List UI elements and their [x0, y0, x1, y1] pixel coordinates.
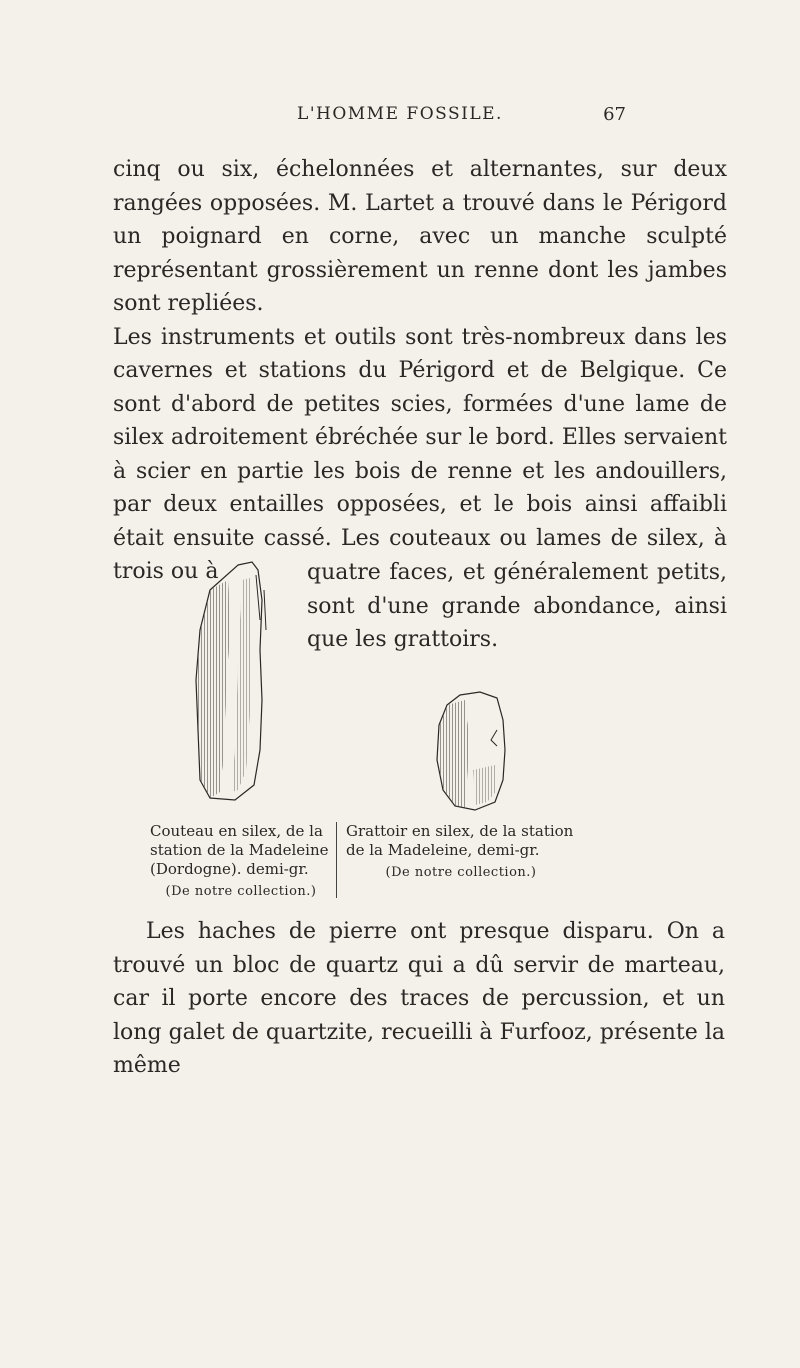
scraper-caption-text: Grattoir en silex, de la station de la Madeleine, demi-gr.: [346, 822, 574, 859]
page-header: [0, 100, 800, 130]
caption-divider: [336, 822, 337, 898]
scraper-caption: [346, 822, 576, 882]
body-text: [113, 153, 727, 589]
paragraph-3: Les haches de pierre ont presque disparu. On a trouvé un bloc de quartz qui a dû servir de marteau, car il porte encore des traces de percussion, et un long galet de quartzite, recueilli à Furfooz, présente la même: [113, 919, 725, 1078]
flint-knife-illustration: [180, 560, 290, 805]
knife-caption-text: Couteau en silex, de la station de la Madeleine (Dordogne). demi-gr.: [150, 822, 329, 878]
knife-caption: [150, 822, 332, 901]
body-text-lower: [113, 915, 725, 1083]
page-number: 67: [603, 104, 626, 125]
flint-scraper-illustration: [425, 690, 525, 815]
scraper-credit: (De notre collection.): [385, 865, 537, 880]
wrapped-text: [307, 556, 727, 657]
paragraph-2-continued: quatre faces, et généralement petits, sont d'une grande abondance, ainsi que les grattoirs.: [307, 560, 727, 652]
paragraph-1: cinq ou six, échelonnées et alternantes, sur deux rangées opposées. M. Lartet a trouvé dans le Périgord un poignard en corne, avec un manche sculpté représentant grossièrement un renne dont les jambes sont repliées.: [113, 157, 727, 316]
running-title: L'HOMME FOSSILE.: [297, 104, 503, 124]
paragraph-2: Les instruments et outils sont très-nombreux dans les cavernes et stations du Périgord et de Belgique. Ce sont d'abord de petites scies, formées d'une lame de silex adroitement ébréchée sur le bord. Elles servaient à scier en partie les bois de renne et les andouillers, par deux entailles opposées, et le bois ainsi affaibli était ensuite cassé. Les couteaux ou lames de silex, à trois ou à: [113, 324, 727, 584]
knife-credit: (De notre collection.): [165, 884, 317, 899]
